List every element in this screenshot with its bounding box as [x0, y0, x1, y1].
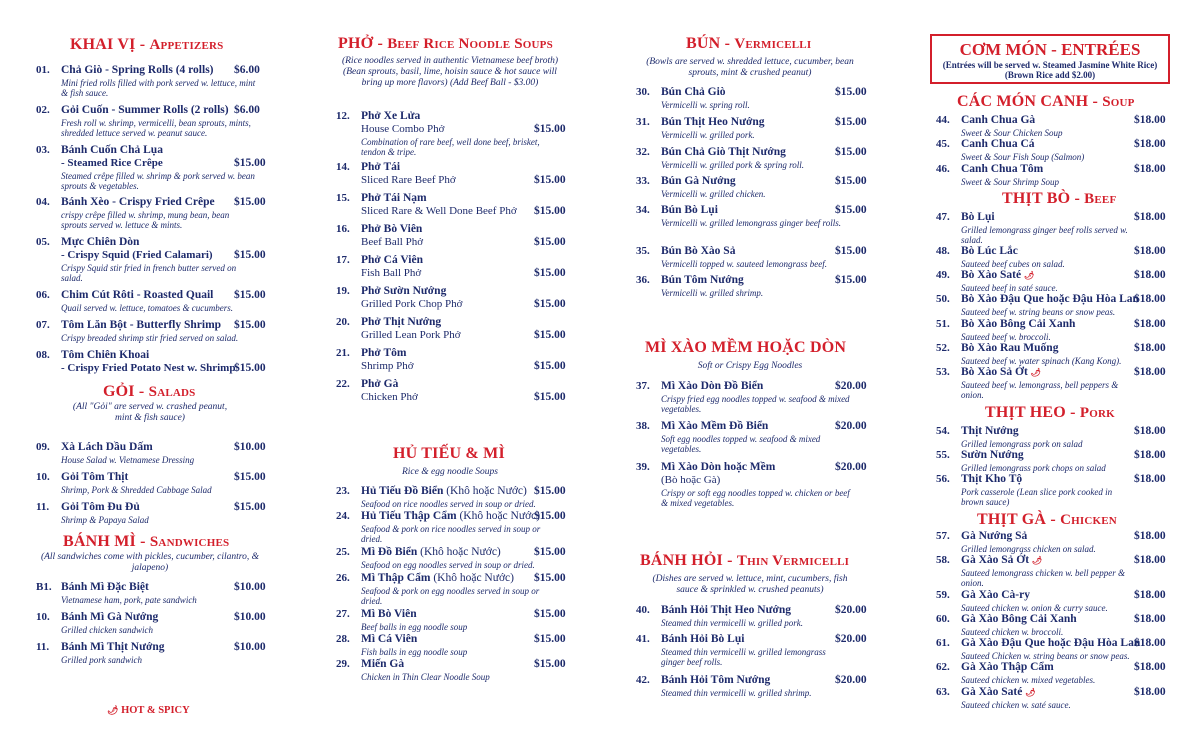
item-price: $18.00	[1134, 554, 1166, 566]
hutieu-heading: HỦ TIẾU & MÌ	[393, 445, 505, 462]
item-description: Sauteed beef w. water spinach (Kang Kong).	[961, 356, 1122, 366]
item-name: Phở Gà	[361, 378, 399, 390]
item-number: 35.	[636, 245, 650, 257]
item-price: $18.00	[1134, 473, 1166, 485]
item-price: $15.00	[234, 501, 266, 513]
item-price: $20.00	[835, 674, 867, 686]
item-description: Sauteed chicken w. onion & curry sauce.	[961, 603, 1108, 613]
item-variant: (Khô hoặc Nước)	[456, 510, 541, 522]
item-price: $20.00	[835, 461, 867, 473]
item-description: Sauteed beef w. string beans or snow peas.	[961, 307, 1116, 317]
item-name: Bún Bò Lụi	[661, 204, 718, 216]
item-number: 10.	[36, 611, 50, 623]
item-price: $15.00	[534, 298, 566, 310]
item-name: Xà Lách Dầu Dấm	[61, 441, 153, 453]
item-price: $18.00	[1134, 211, 1166, 223]
item-name: Mì Thập Cẩm (Khô hoặc Nước)	[361, 572, 514, 584]
item-number: 28.	[336, 633, 350, 645]
entrees-note-rice: (Entrées will be served w. Steamed Jasmine White Rice)	[942, 60, 1158, 70]
item-description: Fresh roll w. shrimp, vermicelli, bean sprouts, mints, shredded lettuce served w. peanut sauce.	[61, 118, 251, 138]
item-name: Phở Bò Viên	[361, 223, 423, 235]
item-number: 01.	[36, 64, 50, 76]
item-number: 54.	[936, 425, 950, 437]
item-description: House Salad w. Vietnamese Dressing	[61, 455, 195, 465]
entrees-box	[930, 34, 1170, 84]
item-number: 12.	[336, 110, 350, 122]
item-number: 30.	[636, 86, 650, 98]
item-number: 45.	[936, 138, 950, 150]
item-name: Tôm Chiên Khoai	[61, 349, 150, 361]
item-name: Mì Cá Viên	[361, 633, 418, 645]
item-name: Canh Chua Tôm	[961, 163, 1044, 175]
item-price: $18.00	[1134, 449, 1166, 461]
item-number: 05.	[36, 236, 50, 248]
item-number: 51.	[936, 318, 950, 330]
item-price: $20.00	[835, 420, 867, 432]
item-name: Mì Bò Viên	[361, 608, 417, 620]
item-price: $20.00	[835, 633, 867, 645]
item-number: 23.	[336, 485, 350, 497]
beef-heading: THỊT BÒ - Beef	[1002, 190, 1117, 207]
item-description: Seafood on rice noodles served in soup or dried.	[361, 499, 536, 509]
item-description: Grilled chicken sandwich	[61, 625, 153, 635]
item-name: Phở Thịt Nướng	[361, 316, 442, 328]
item-number: 26.	[336, 572, 350, 584]
banhhoi-note: (Dishes are served w. lettuce, mint, cucumbers, fish sauce & sprinkled w. crushed peanuts)	[652, 574, 848, 595]
item-name: Miến Gà	[361, 658, 405, 670]
item-name: Mì Xào Dòn hoặc Mềm	[661, 461, 776, 473]
item-name: Bún Bò Xào Sả	[661, 245, 736, 257]
item-name: Bánh Hỏi Bò Lụi	[661, 633, 745, 645]
item-description: Seafood & pork on rice noodles served in soup or dried.	[361, 524, 541, 544]
item-number: 50.	[936, 293, 950, 305]
item-price: $15.00	[534, 546, 566, 558]
item-subtitle: Sliced Rare & Well Done Beef Phở	[361, 205, 517, 217]
item-price: $15.00	[534, 123, 566, 135]
item-price: $18.00	[1134, 138, 1166, 150]
item-price: $18.00	[1134, 425, 1166, 437]
item-description: Steamed crêpe filled w. shrimp & pork served w. bean sprouts & vegetables.	[61, 171, 255, 191]
item-name: Bánh Mì Đặc Biệt	[61, 581, 149, 593]
item-price: $18.00	[1134, 293, 1166, 305]
item-price: $15.00	[234, 196, 266, 208]
item-price: $15.00	[234, 319, 266, 331]
item-price: $18.00	[1134, 269, 1166, 281]
hot-spicy-legend: 🌶 HOT & SPICY	[107, 705, 190, 716]
item-name: Gà Xào Bông Cải Xanh	[961, 613, 1077, 625]
item-price: $6.00	[234, 104, 260, 116]
item-price: $15.00	[534, 485, 566, 497]
item-description: Grilled pork sandwich	[61, 655, 142, 665]
item-price: $15.00	[534, 360, 566, 372]
item-number: 32.	[636, 146, 650, 158]
item-price: $18.00	[1134, 637, 1166, 649]
item-description: Mini fried rolls filled with pork served w. lettuce, mint & fish sauce.	[61, 78, 256, 98]
item-name: Phở Tái	[361, 161, 401, 173]
item-subtitle: - Crispy Fried Potato Nest w. Shrimp	[61, 362, 236, 374]
item-number: 56.	[936, 473, 950, 485]
item-number: 44.	[936, 114, 950, 126]
item-number: 07.	[36, 319, 50, 331]
item-name: Tôm Lăn Bột - Butterfly Shrimp	[61, 319, 222, 331]
item-number: 37.	[636, 380, 650, 392]
item-description: Crispy or soft egg noodles topped w. chicken or beef & mixed vegetables.	[661, 488, 850, 508]
item-number: 15.	[336, 192, 350, 204]
hutieu-note: Rice & egg noodle Soups	[401, 467, 499, 477]
item-description: Crispy breaded shrimp stir fried served on salad.	[61, 333, 239, 343]
item-price: $10.00	[234, 641, 266, 653]
item-name: Bò Lúc Lắc	[961, 245, 1018, 257]
chili-icon: 🌶	[1025, 688, 1036, 697]
item-name: Gà Xào Saté 🌶	[961, 686, 1036, 698]
item-number: 39.	[636, 461, 650, 473]
item-price: $15.00	[234, 289, 266, 301]
item-number: 60.	[936, 613, 950, 625]
item-subtitle: (Bò hoặc Gà)	[661, 474, 721, 486]
item-description: Grilled lemongrass pork chops on salad	[961, 463, 1106, 473]
item-subtitle: - Crispy Squid (Fried Calamari)	[61, 249, 213, 261]
item-name: Bún Thịt Heo Nướng	[661, 116, 765, 128]
item-price: $15.00	[534, 329, 566, 341]
item-number: 08.	[36, 349, 50, 361]
item-description: Sauteed chicken w. broccoli.	[961, 627, 1064, 637]
item-name: Bánh Mì Gà Nướng	[61, 611, 159, 623]
item-number: B1.	[36, 581, 52, 593]
item-description: Combination of rare beef, well done beef, brisket, tendon & tripe.	[361, 137, 540, 157]
item-price: $18.00	[1134, 114, 1166, 126]
item-name: Bún Gà Nướng	[661, 175, 736, 187]
item-subtitle: Shrimp Phở	[361, 360, 414, 372]
item-subtitle: Fish Ball Phở	[361, 267, 422, 279]
item-name: Bánh Mì Thịt Nướng	[61, 641, 165, 653]
item-number: 41.	[636, 633, 650, 645]
item-number: 61.	[936, 637, 950, 649]
item-number: 58.	[936, 554, 950, 566]
item-price: $18.00	[1134, 686, 1166, 698]
item-description: Crispy Squid stir fried in french butter served on salad.	[61, 263, 237, 283]
item-description: Vermicelli w. grilled chicken.	[661, 189, 766, 199]
item-price: $15.00	[534, 572, 566, 584]
item-number: 09.	[36, 441, 50, 453]
item-price: $15.00	[534, 633, 566, 645]
item-price: $15.00	[835, 274, 867, 286]
item-description: Sauteed beef in saté sauce.	[961, 283, 1058, 293]
item-name: Gỏi Tôm Đu Đủ	[61, 501, 140, 513]
item-number: 02.	[36, 104, 50, 116]
item-number: 11.	[36, 501, 50, 513]
chili-icon: 🌶	[1024, 271, 1035, 280]
item-number: 11.	[36, 641, 50, 653]
item-number: 21.	[336, 347, 350, 359]
item-description: Pork casserole (Lean slice pork cooked in brown sauce)	[961, 487, 1113, 507]
item-subtitle: - Steamed Rice Crêpe	[61, 157, 163, 169]
item-number: 49.	[936, 269, 950, 281]
item-description: Sauteed beef cubes on salad.	[961, 259, 1065, 269]
item-name: Bò Xào Đậu Que hoặc Đậu Hòa Lan	[961, 293, 1139, 305]
item-description: Sweet & Sour Shrimp Soup	[961, 177, 1059, 187]
item-number: 04.	[36, 196, 50, 208]
pho-heading: PHỞ - Beef Rice Noodle Soups	[338, 35, 553, 52]
item-name: Bánh Hỏi Thịt Heo Nướng	[661, 604, 792, 616]
bun-note: (Bowls are served w. shredded lettuce, cucumber, bean sprouts, mint & crushed peanut)	[646, 57, 854, 78]
item-price: $15.00	[835, 175, 867, 187]
item-number: 46.	[936, 163, 950, 175]
item-description: Vermicelli w. grilled lemongrass ginger beef rolls.	[661, 218, 841, 228]
item-description: Seafood & pork on egg noodles served in soup or dried.	[361, 586, 540, 606]
item-price: $18.00	[1134, 318, 1166, 330]
item-name: Bánh Xèo - Crispy Fried Crêpe	[61, 196, 215, 208]
entrees-heading: CƠM MÓN - ENTRÉES	[959, 40, 1141, 59]
item-description: Chicken in Thin Clear Noodle Soup	[361, 672, 490, 682]
item-name: Phở Cá Viên	[361, 254, 423, 266]
item-name: Gà Xào Thập Cẩm	[961, 661, 1054, 673]
item-description: Seafood on egg noodles served in soup or dried.	[361, 560, 535, 570]
item-subtitle: Grilled Pork Chop Phở	[361, 298, 463, 310]
mi-heading: MÌ XÀO MỀM HOẶC DÒN	[645, 339, 847, 356]
item-description: Fish balls in egg noodle soup	[361, 647, 468, 657]
item-name: Hủ Tiếu Đồ Biển (Khô hoặc Nước)	[361, 485, 527, 497]
item-name: Bò Lụi	[961, 211, 995, 223]
salads-heading: GỎI - Salads	[103, 383, 196, 400]
banhhoi-heading: BÁNH HỎI - Thin Vermicelli	[640, 552, 850, 569]
item-description: Vermicelli w. spring roll.	[661, 100, 750, 110]
item-price: $10.00	[234, 581, 266, 593]
item-price: $15.00	[534, 174, 566, 186]
item-name: Gỏi Cuốn - Summer Rolls (2 rolls)	[61, 104, 229, 116]
item-name: Bò Xào Saté 🌶	[961, 269, 1035, 281]
item-name: Mực Chiên Dòn	[61, 236, 140, 248]
item-price: $18.00	[1134, 661, 1166, 673]
item-number: 40.	[636, 604, 650, 616]
item-name: Bánh Hỏi Tôm Nướng	[661, 674, 771, 686]
item-variant: (Khô hoặc Nước)	[443, 485, 527, 497]
item-name: Bánh Cuốn Chả Lụa	[61, 144, 163, 156]
item-description: Sweet & Sour Fish Soup (Salmon)	[961, 152, 1085, 162]
item-number: 03.	[36, 144, 50, 156]
item-name: Bún Tôm Nướng	[661, 274, 744, 286]
item-price: $6.00	[234, 64, 260, 76]
item-description: Sauteed Chicken w. string beans or snow peas.	[961, 651, 1130, 661]
item-number: 63.	[936, 686, 950, 698]
item-name: Thịt Nướng	[961, 425, 1019, 437]
item-subtitle: Beef Ball Phở	[361, 236, 424, 248]
item-name: Bò Xào Sả Ớt 🌶	[961, 366, 1041, 378]
item-description: Shrimp & Papaya Salad	[61, 515, 149, 525]
item-name: Mì Xào Dòn Đồ Biển	[661, 380, 764, 392]
item-number: 27.	[336, 608, 350, 620]
item-name: Mì Xào Mềm Đồ Biển	[661, 420, 769, 432]
item-description: Sauteed chicken w. saté sauce.	[961, 700, 1071, 710]
item-number: 57.	[936, 530, 950, 542]
item-number: 36.	[636, 274, 650, 286]
item-name: Phở Xe Lửa	[361, 110, 421, 122]
item-description: Crispy fried egg noodles topped w. seafood & mixed vegetables.	[661, 394, 850, 414]
item-price: $15.00	[234, 249, 266, 261]
appetizers-heading: KHAI VỊ - Appetizers	[70, 36, 224, 53]
item-number: 16.	[336, 223, 350, 235]
item-number: 10.	[36, 471, 50, 483]
item-name: Bò Xào Rau Muống	[961, 342, 1059, 354]
item-name: Chả Giò - Spring Rolls (4 rolls)	[61, 64, 214, 76]
item-price: $15.00	[835, 116, 867, 128]
item-description: Sweet & Sour Chicken Soup	[961, 128, 1063, 138]
item-description: Grilled lemongrass pork on salad	[961, 439, 1083, 449]
item-price: $20.00	[835, 380, 867, 392]
item-description: Vietnamese ham, pork, pate sandwich	[61, 595, 197, 605]
item-description: Grilled lemongrass ginger beef rolls served w. salad.	[961, 225, 1128, 245]
item-number: 47.	[936, 211, 950, 223]
item-description: Sauteed beef w. broccoli.	[961, 332, 1051, 342]
item-description: Vermicelli w. grilled pork.	[661, 130, 755, 140]
item-description: Vermicelli w. grilled shrimp.	[661, 288, 764, 298]
item-name: Gà Xào Đậu Que hoặc Đậu Hòa Lan	[961, 637, 1141, 649]
item-number: 20.	[336, 316, 350, 328]
item-number: 14.	[336, 161, 350, 173]
item-number: 52.	[936, 342, 950, 354]
item-number: 48.	[936, 245, 950, 257]
item-name: Gà Xào Sả Ớt 🌶	[961, 554, 1043, 566]
item-description: Steamed thin vermicelli w. grilled shrimp.	[661, 688, 812, 698]
item-price: $20.00	[835, 604, 867, 616]
item-number: 22.	[336, 378, 350, 390]
item-price: $15.00	[835, 204, 867, 216]
item-name: Gà Nướng Sả	[961, 530, 1028, 542]
item-price: $15.00	[534, 391, 566, 403]
item-description: Steamed thin vermicelli w. grilled lemongrass ginger beef rolls.	[661, 647, 826, 667]
item-name: Phở Sườn Nướng	[361, 285, 447, 297]
item-name: Phở Tái Nạm	[361, 192, 427, 204]
item-description: Soft egg noodles topped w. seafood & mixed vegetables.	[661, 434, 821, 454]
item-description: Sauteed lemongrass chicken w. bell pepper & onion.	[961, 568, 1126, 588]
item-variant: (Khô hoặc Nước)	[430, 572, 514, 584]
item-number: 59.	[936, 589, 950, 601]
item-number: 25.	[336, 546, 350, 558]
item-description: Sauteed chicken w. mixed vegetables.	[961, 675, 1096, 685]
item-description: Sauteed beef w. lemongrass, bell peppers & onion.	[961, 380, 1119, 400]
item-number: 42.	[636, 674, 650, 686]
item-description: crispy crêpe filled w. shrimp, mung bean, bean sprouts served w. lettuce & mints.	[61, 210, 230, 230]
chili-icon: 🌶	[1032, 556, 1043, 565]
item-variant: (Khô hoặc Nước)	[417, 546, 501, 558]
chili-icon: 🌶	[1030, 368, 1041, 377]
item-price: $15.00	[534, 236, 566, 248]
item-price: $18.00	[1134, 613, 1166, 625]
item-subtitle: Sliced Rare Beef Phở	[361, 174, 456, 186]
item-number: 17.	[336, 254, 350, 266]
item-price: $15.00	[835, 245, 867, 257]
item-price: $15.00	[234, 157, 266, 169]
salads-note: (All "Gỏi" are served w. crashed peanut, mint & fish sauce)	[72, 402, 228, 423]
item-name: Canh Chua Cá	[961, 138, 1035, 150]
chicken-heading: THỊT GÀ - Chicken	[977, 511, 1117, 528]
item-name: Chim Cút Rôti - Roasted Quail	[61, 289, 214, 301]
pho-note: (Rice noodles served in authentic Vietnamese beef broth) (Bean sprouts, basil, lime, hoisin sauce & hot sauce will bring up more flavors) (Add Beef Ball - $3.00)	[341, 56, 559, 88]
pork-heading: THỊT HEO - Pork	[985, 404, 1115, 421]
item-price: $15.00	[835, 146, 867, 158]
bun-heading: BÚN - Vermicelli	[686, 35, 812, 52]
item-number: 53.	[936, 366, 950, 378]
item-price: $18.00	[1134, 366, 1166, 378]
item-price: $15.00	[534, 510, 566, 522]
entrees-note-brown-rice: (Brown Rice add $2.00)	[1004, 70, 1096, 80]
item-price: $18.00	[1134, 163, 1166, 175]
item-description: Grilled lemongrass chicken on salad.	[961, 544, 1096, 554]
item-name: Canh Chua Gà	[961, 114, 1036, 126]
item-description: Beef balls in egg noodle soup	[361, 622, 468, 632]
item-price: $18.00	[1134, 342, 1166, 354]
item-number: 19.	[336, 285, 350, 297]
item-price: $18.00	[1134, 245, 1166, 257]
item-description: Quail served w. lettuce, tomatoes & cucumbers.	[61, 303, 234, 313]
item-number: 33.	[636, 175, 650, 187]
item-number: 38.	[636, 420, 650, 432]
item-subtitle: House Combo Phở	[361, 123, 445, 135]
soup-heading: CÁC MÓN CANH - Soup	[957, 93, 1135, 110]
item-name: Bò Xào Bông Cải Xanh	[961, 318, 1076, 330]
item-price: $15.00	[835, 86, 867, 98]
item-name: Bún Chả Giò Thịt Nướng	[661, 146, 786, 158]
item-number: 62.	[936, 661, 950, 673]
item-name: Sườn Nướng	[961, 449, 1024, 461]
sandwiches-note: (All sandwiches come with pickles, cucumber, cilantro, & jalapeno)	[40, 552, 260, 573]
item-price: $10.00	[234, 441, 266, 453]
item-price: $15.00	[534, 267, 566, 279]
item-price: $18.00	[1134, 530, 1166, 542]
mi-note: Soft or Crispy Egg Noodles	[697, 361, 803, 371]
item-number: 55.	[936, 449, 950, 461]
item-number: 34.	[636, 204, 650, 216]
item-name: Bún Chả Giò	[661, 86, 726, 98]
item-name: Thịt Kho Tộ	[961, 473, 1023, 485]
item-subtitle: Grilled Lean Pork Phở	[361, 329, 461, 341]
item-number: 24.	[336, 510, 350, 522]
item-price: $10.00	[234, 611, 266, 623]
sandwiches-heading: BÁNH MÌ - Sandwiches	[63, 533, 230, 550]
item-price: $15.00	[234, 471, 266, 483]
item-name: Gỏi Tôm Thịt	[61, 471, 129, 483]
item-number: 29.	[336, 658, 350, 670]
item-name: Hủ Tiếu Thập Cẩm (Khô hoặc Nước)	[361, 510, 541, 522]
item-number: 06.	[36, 289, 50, 301]
item-description: Steamed thin vermicelli w. grilled pork.	[661, 618, 804, 628]
item-description: Vermicelli w. grilled pork & spring roll.	[661, 160, 804, 170]
item-price: $15.00	[534, 608, 566, 620]
item-price: $15.00	[534, 658, 566, 670]
item-name: Gà Xào Cà-ry	[961, 589, 1030, 601]
item-price: $15.00	[234, 362, 266, 374]
item-description: Shrimp, Pork & Shredded Cabbage Salad	[61, 485, 212, 495]
item-subtitle: Chicken Phở	[361, 391, 418, 403]
item-name: Phở Tôm	[361, 347, 407, 359]
item-price: $15.00	[534, 205, 566, 217]
item-price: $18.00	[1134, 589, 1166, 601]
item-number: 31.	[636, 116, 650, 128]
item-name: Mì Đồ Biển (Khô hoặc Nước)	[361, 546, 501, 558]
item-description: Vermicelli topped w. sauteed lemongrass beef.	[661, 259, 828, 269]
